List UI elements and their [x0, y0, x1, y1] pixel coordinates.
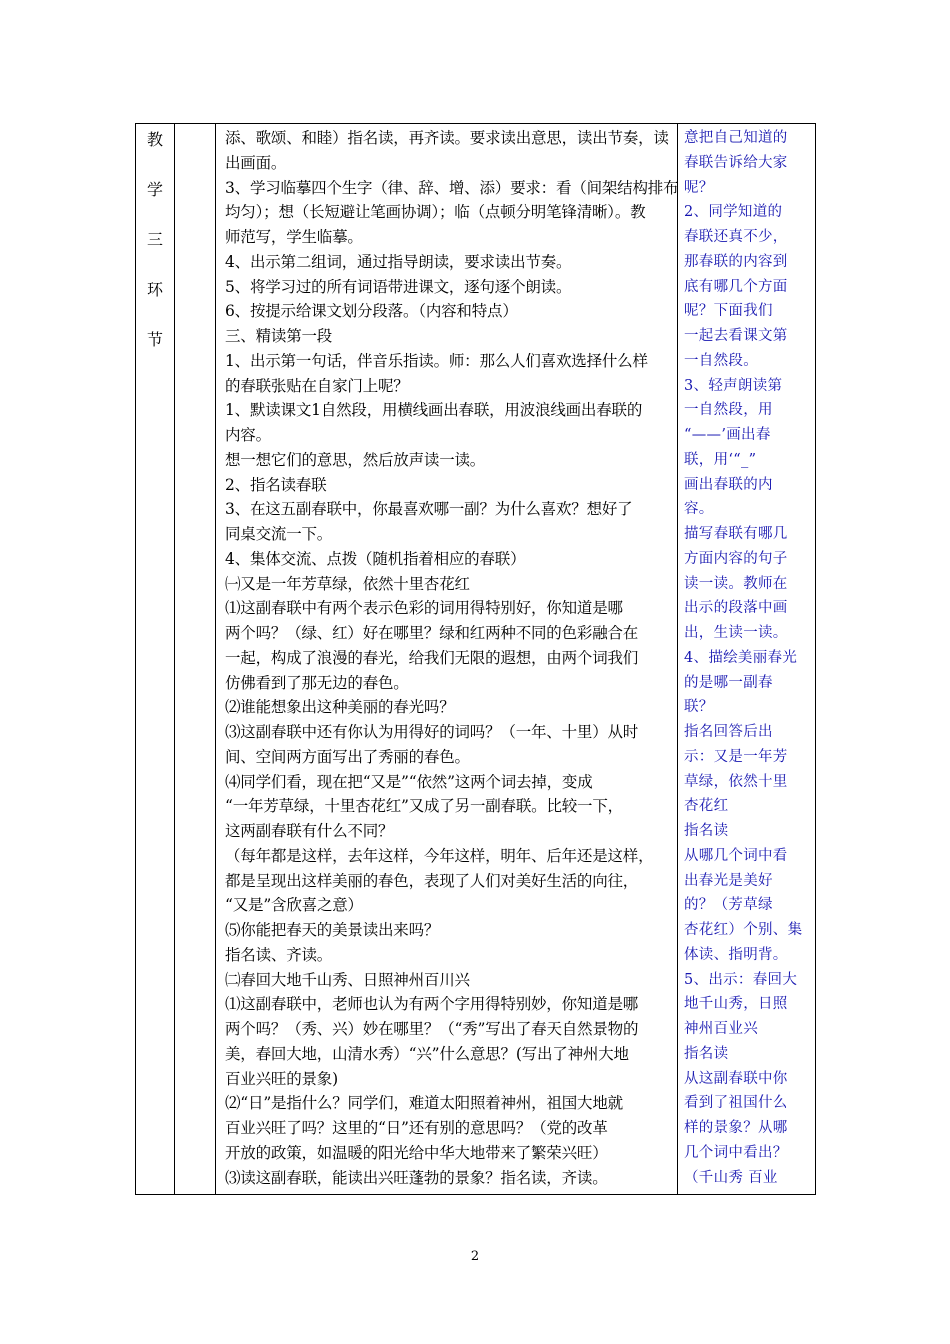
- note-text-line: 神州百业兴: [684, 1021, 758, 1037]
- main-text-line: 一起，构成了浪漫的春光，给我们无限的遐想，由两个词我们: [225, 648, 639, 667]
- note-text-line: 指名读: [684, 1045, 729, 1062]
- note-text-line: （千山秀 百业: [684, 1169, 778, 1186]
- note-text-line: 一自然段。: [684, 352, 758, 369]
- note-text-line: 指名读: [684, 823, 729, 839]
- section-label-char: 三: [146, 230, 163, 249]
- note-text-line: 2、同学知道的: [684, 204, 783, 221]
- note-text-line: 的？（芳草绿: [684, 897, 773, 914]
- column-divider: [677, 124, 678, 1194]
- note-text-line: 几个词中看出？: [684, 1144, 788, 1161]
- note-text-line: 指名回答后出: [684, 724, 773, 740]
- note-text-line: 体读、指明背。: [684, 946, 788, 963]
- main-text-line: （每年都是这样，去年这样，今年这样，明年、后年还是这样，: [225, 846, 654, 865]
- main-text-line: 都是呈现出这样美丽的春色，表现了人们对美好生活的向往，: [225, 871, 639, 890]
- note-text-line: 地千山秀，日照: [684, 996, 788, 1013]
- main-text-line: 指名读、齐读。: [225, 945, 333, 964]
- lesson-plan-table: [135, 123, 816, 1195]
- note-text-line: 呢？下面我们: [684, 303, 773, 320]
- main-text-line: ⑶这副春联中还有你认为用得好的词吗？（一年、十里）从时: [225, 723, 639, 741]
- main-text-line: ⑴这副春联中，老师也认为有两个字用得特别妙，你知道是哪: [225, 995, 639, 1014]
- note-text-line: 春联告诉给大家: [684, 154, 788, 171]
- note-text-line: 出示的段落中画: [684, 600, 788, 617]
- main-text-line: ⑷同学们看，现在把“又是”“依然”这两个词去掉，变成: [225, 772, 593, 791]
- main-text-line: ⑶读这副春联，能读出兴旺蓬勃的景象？指名读，齐读。: [225, 1168, 608, 1187]
- note-text-line: 5、出示：春回大: [684, 971, 798, 988]
- main-text-line: 1、默读课文1自然段，用横线画出春联，用波浪线画出春联的: [225, 401, 643, 420]
- main-text-line: 师范写，学生临摹。: [225, 228, 363, 246]
- page-number: 2: [470, 1249, 480, 1264]
- main-text-line: 5、将学习过的所有词语带进课文，逐句逐个朗读。: [225, 277, 572, 296]
- main-text-line: 这两副春联有什么不同？: [225, 822, 394, 840]
- main-text-line: 3、学习临摹四个生字（律、辞、增、添）要求：看（间架结构排布: [225, 178, 679, 197]
- main-text-line: 百业兴旺了吗？这里的“日”还有别的意思吗？（党的改革: [225, 1119, 608, 1137]
- note-text-line: 样的景象？从哪: [684, 1120, 788, 1136]
- teaching-process-column: [225, 126, 679, 1190]
- section-label-char: 节: [146, 330, 163, 349]
- note-text-line: 描写春联有哪几: [684, 526, 788, 542]
- main-text-line: 1、出示第一句话，伴音乐指读。师：那么人们喜欢选择什么样: [225, 351, 648, 370]
- note-text-line: 看到了祖国什么: [684, 1095, 788, 1112]
- note-text-line: 的是哪一副春: [684, 674, 773, 691]
- main-text-line: 两个吗？（绿、红）好在哪里？绿和红两种不同的色彩融合在: [225, 624, 639, 642]
- main-text-line: ⑵“日”是指什么？同学们，难道太阳照着神州，祖国大地就: [225, 1094, 623, 1113]
- note-text-line: 方面内容的句子: [684, 550, 788, 567]
- main-text-line: 的春联张贴在自家门上呢？: [225, 376, 409, 395]
- main-text-line: 美，春回大地，山清水秀）“兴”什么意思？(写出了神州大地: [225, 1044, 629, 1063]
- note-text-line: 那春联的内容到: [684, 253, 788, 270]
- note-text-line: 4、描绘美丽春光: [684, 649, 798, 666]
- note-text-line: 杏花红: [684, 798, 729, 815]
- main-text-line: 仿佛看到了那无边的春色。: [225, 673, 409, 692]
- main-text-line: 开放的政策，如温暖的阳光给中华大地带来了繁荣兴旺）: [225, 1143, 608, 1162]
- main-text-line: 想一想它们的意思，然后放声读一读。: [225, 450, 486, 469]
- main-text-line: 出画面。: [225, 153, 287, 172]
- main-text-line: ㈡春回大地千山秀、日照神州百川兴: [225, 970, 470, 989]
- note-text-line: 底有哪几个方面: [684, 278, 788, 295]
- note-text-line: 出春光是美好: [684, 872, 773, 889]
- teacher-notes-column: [684, 126, 810, 1190]
- section-label-char: 环: [146, 280, 163, 299]
- main-text-line: 添、歌颂、和睦）指名读，再齐读。要求读出意思，读出节奏，读: [225, 129, 669, 147]
- note-text-line: 联？: [684, 699, 714, 716]
- main-text-line: ⑴这副春联中有两个表示色彩的词用得特别好，你知道是哪: [225, 599, 623, 618]
- note-text-line: 出，生读一读。: [684, 625, 788, 641]
- note-text-line: 从这副春联中你: [684, 1070, 788, 1087]
- main-text-line: 间、空间两方面写出了秀丽的春色。: [225, 747, 470, 766]
- main-text-line: 4、集体交流、点拨（随机指着相应的春联）: [225, 549, 526, 568]
- note-text-line: “——’画出春: [684, 427, 771, 443]
- note-text-line: 意把自己知道的: [684, 130, 788, 146]
- main-text-line: “又是”含欣喜之意）: [225, 896, 363, 915]
- column-divider: [174, 124, 175, 1194]
- note-text-line: 一起去看课文第: [684, 328, 788, 344]
- main-text-line: ⑸你能把春天的美景读出来吗？: [225, 921, 440, 939]
- main-text-line: 2、指名读春联: [225, 475, 327, 494]
- main-text-line: ㈠又是一年芳草绿，依然十里杏花红: [225, 574, 470, 593]
- note-text-line: 草绿，依然十里: [684, 773, 788, 790]
- main-text-line: ⑵谁能想象出这种美丽的春光吗？: [225, 698, 455, 717]
- section-label-char: 学: [146, 180, 163, 199]
- note-text-line: 画出春联的内: [684, 476, 773, 493]
- section-label-char: 教: [146, 130, 163, 149]
- main-text-line: “一年芳草绿，十里杏花红”又成了另一副春联。比较一下，: [225, 797, 623, 816]
- main-text-line: 同桌交流一下。: [225, 525, 333, 543]
- main-text-line: 百业兴旺的景象): [225, 1069, 338, 1088]
- main-text-line: 4、出示第二组词，通过指导朗读，要求读出节奏。: [225, 252, 572, 271]
- note-text-line: 容。: [684, 501, 714, 518]
- note-text-line: 读一读。教师在: [684, 575, 788, 592]
- note-text-line: 3、轻声朗读第: [684, 377, 783, 394]
- main-text-line: 均匀）；想（长短避让笔画协调）；临（点顿分明笔锋清晰）。教: [225, 203, 646, 222]
- note-text-line: 杏花红）个别、集: [684, 922, 803, 938]
- note-text-line: 联，用‘“_”: [684, 451, 757, 468]
- main-text-line: 三、精读第一段: [225, 327, 333, 345]
- main-text-line: 3、在这五副春联中，你最喜欢哪一副？为什么喜欢？想好了: [225, 500, 633, 519]
- note-text-line: 一自然段，用: [684, 402, 773, 419]
- note-text-line: 示：又是一年芳: [684, 748, 788, 765]
- note-text-line: 呢？: [684, 179, 714, 196]
- main-text-line: 两个吗？（秀、兴）妙在哪里？（“秀”写出了春天自然景物的: [225, 1020, 639, 1038]
- note-text-line: 从哪几个词中看: [684, 847, 788, 864]
- column-divider: [215, 124, 216, 1194]
- note-text-line: 春联还真不少，: [684, 229, 788, 245]
- main-text-line: 6、按提示给课文划分段落。（内容和特点）: [225, 302, 518, 321]
- main-text-line: 内容。: [225, 426, 271, 444]
